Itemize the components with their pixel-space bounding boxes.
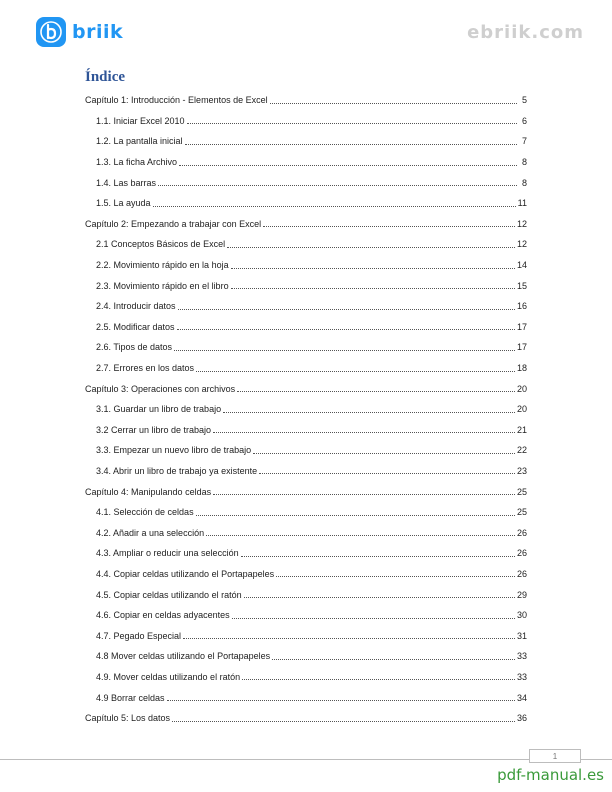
toc-entry[interactable] bbox=[85, 337, 527, 358]
toc-entry-label: 1.2. La pantalla inicial bbox=[96, 136, 183, 147]
toc-entry-label: Capítulo 3: Operaciones con archivos bbox=[85, 383, 236, 394]
toc-entry-page: 36 bbox=[516, 713, 527, 724]
page-number: 1 bbox=[529, 749, 581, 763]
toc-dot-leader bbox=[253, 453, 515, 454]
toc-entry-page: 31 bbox=[516, 630, 527, 641]
footer-divider bbox=[0, 759, 612, 760]
watermark: pdf-manual.es bbox=[497, 766, 604, 784]
toc-entry-label: 1.4. Las barras bbox=[96, 177, 157, 188]
toc-entry-label: 1.5. La ayuda bbox=[96, 198, 151, 209]
toc-dot-leader bbox=[206, 535, 515, 536]
toc-dot-leader bbox=[263, 226, 515, 227]
toc-entry[interactable] bbox=[85, 687, 527, 708]
toc-entry-label: 4.6. Copiar en celdas adyacentes bbox=[96, 610, 230, 621]
toc-dot-leader bbox=[272, 659, 515, 660]
toc-entry[interactable] bbox=[85, 275, 527, 296]
toc-entry-label: 4.2. Añadir a una selección bbox=[96, 527, 205, 538]
toc-entry-label: 2.4. Introducir datos bbox=[96, 301, 176, 312]
toc-dot-leader bbox=[232, 618, 515, 619]
toc-dot-leader bbox=[172, 721, 515, 722]
brand-logo bbox=[36, 17, 123, 47]
toc-entry-page: 22 bbox=[516, 445, 527, 456]
toc-dot-leader bbox=[276, 576, 515, 577]
toc-entry[interactable] bbox=[85, 564, 527, 585]
toc-entry[interactable] bbox=[85, 378, 527, 399]
toc-entry[interactable] bbox=[85, 234, 527, 255]
toc-dot-leader bbox=[183, 638, 515, 639]
toc-entry-page: 5 bbox=[521, 95, 527, 106]
toc-entry[interactable] bbox=[85, 90, 527, 111]
toc-dot-leader bbox=[231, 268, 515, 269]
toc-entry-label: 4.9 Borrar celdas bbox=[96, 692, 165, 703]
toc-dot-leader bbox=[227, 247, 515, 248]
toc-entry-label: 3.2 Cerrar un libro de trabajo bbox=[96, 424, 212, 435]
toc-entry[interactable] bbox=[85, 584, 527, 605]
toc-entry-page: 34 bbox=[516, 692, 527, 703]
toc-entry-label: 1.3. La ficha Archivo bbox=[96, 157, 178, 168]
toc-entry[interactable] bbox=[85, 131, 527, 152]
toc-entry-page: 25 bbox=[516, 486, 527, 497]
toc-dot-leader bbox=[177, 329, 515, 330]
toc-entry-page: 23 bbox=[516, 465, 527, 476]
toc-entry-page: 20 bbox=[516, 404, 527, 415]
toc-entry[interactable] bbox=[85, 440, 527, 461]
toc-entry-page: 30 bbox=[516, 610, 527, 621]
toc-entry-page: 25 bbox=[516, 507, 527, 518]
toc-entry[interactable] bbox=[85, 522, 527, 543]
toc-entry[interactable] bbox=[85, 667, 527, 688]
toc-entry-page: 26 bbox=[516, 548, 527, 559]
toc-entry[interactable] bbox=[85, 358, 527, 379]
toc-entry-page: 17 bbox=[516, 342, 527, 353]
toc-entry-page: 20 bbox=[516, 383, 527, 394]
toc-entry[interactable] bbox=[85, 172, 527, 193]
toc-entry[interactable] bbox=[85, 111, 527, 132]
toc-entry[interactable] bbox=[85, 152, 527, 173]
toc-entry-label: 3.3. Empezar un nuevo libro de trabajo bbox=[96, 445, 252, 456]
toc-entry-label: 4.1. Selección de celdas bbox=[96, 507, 194, 518]
table-of-contents bbox=[85, 90, 527, 728]
toc-entry-label: 2.3. Movimiento rápido en el libro bbox=[96, 280, 229, 291]
toc-dot-leader bbox=[174, 350, 515, 351]
toc-entry-page: 18 bbox=[516, 363, 527, 374]
toc-entry-page: 6 bbox=[521, 115, 527, 126]
toc-entry-page: 16 bbox=[516, 301, 527, 312]
toc-entry-label: 2.2. Movimiento rápido en la hoja bbox=[96, 260, 229, 271]
toc-dot-leader bbox=[187, 123, 517, 124]
toc-dot-leader bbox=[196, 515, 515, 516]
toc-dot-leader bbox=[242, 679, 515, 680]
toc-entry[interactable] bbox=[85, 193, 527, 214]
toc-entry-label: 1.1. Iniciar Excel 2010 bbox=[96, 115, 185, 126]
toc-dot-leader bbox=[259, 473, 515, 474]
toc-entry-page: 26 bbox=[516, 527, 527, 538]
page-title: Índice bbox=[85, 69, 126, 85]
toc-entry-label: 2.5. Modificar datos bbox=[96, 321, 175, 332]
toc-entry-page: 11 bbox=[517, 198, 527, 209]
toc-entry-label: 2.7. Errores en los datos bbox=[96, 363, 195, 374]
toc-entry-page: 8 bbox=[521, 157, 527, 168]
toc-entry[interactable] bbox=[85, 255, 527, 276]
toc-dot-leader bbox=[158, 185, 517, 186]
toc-entry-label: Capítulo 2: Empezando a trabajar con Excel bbox=[85, 218, 262, 229]
toc-entry[interactable] bbox=[85, 625, 527, 646]
toc-entry-label: 4.4. Copiar celdas utilizando el Portapapeles bbox=[96, 568, 275, 579]
toc-dot-leader bbox=[179, 165, 517, 166]
toc-entry-label: Capítulo 4: Manipulando celdas bbox=[85, 486, 212, 497]
toc-entry-label: 4.9. Mover celdas utilizando el ratón bbox=[96, 671, 241, 682]
toc-entry[interactable] bbox=[85, 420, 527, 441]
toc-entry-page: 12 bbox=[516, 239, 527, 250]
toc-entry[interactable] bbox=[85, 708, 527, 729]
logo-text: briik bbox=[72, 21, 124, 43]
toc-dot-leader bbox=[270, 103, 517, 104]
toc-entry-page: 12 bbox=[516, 218, 527, 229]
site-mark: ebriik.com bbox=[467, 22, 584, 43]
toc-entry[interactable] bbox=[85, 543, 527, 564]
toc-entry[interactable] bbox=[85, 646, 527, 667]
toc-entry-page: 29 bbox=[516, 589, 527, 600]
toc-entry-page: 7 bbox=[521, 136, 527, 147]
toc-dot-leader bbox=[178, 309, 515, 310]
toc-dot-leader bbox=[213, 494, 515, 495]
toc-dot-leader bbox=[213, 432, 515, 433]
toc-entry-page: 26 bbox=[516, 568, 527, 579]
toc-entry-label: 4.5. Copiar celdas utilizando el ratón bbox=[96, 589, 242, 600]
toc-dot-leader bbox=[185, 144, 517, 145]
toc-dot-leader bbox=[237, 391, 515, 392]
toc-dot-leader bbox=[153, 206, 516, 207]
toc-entry[interactable] bbox=[85, 481, 527, 502]
toc-entry[interactable] bbox=[85, 605, 527, 626]
toc-entry[interactable] bbox=[85, 399, 527, 420]
toc-dot-leader bbox=[223, 412, 515, 413]
b-letter-icon bbox=[36, 17, 66, 47]
toc-entry-page: 33 bbox=[516, 651, 527, 662]
toc-entry-page: 17 bbox=[516, 321, 527, 332]
toc-dot-leader bbox=[241, 556, 515, 557]
toc-entry-label: 2.6. Tipos de datos bbox=[96, 342, 173, 353]
toc-entry-label: 2.1 Conceptos Básicos de Excel bbox=[96, 239, 226, 250]
toc-entry-label: 3.4. Abrir un libro de trabajo ya existente bbox=[96, 465, 258, 476]
toc-entry[interactable] bbox=[85, 296, 527, 317]
toc-dot-leader bbox=[196, 371, 515, 372]
toc-entry-label: 4.3. Ampliar o reducir una selección bbox=[96, 548, 239, 559]
toc-dot-leader bbox=[244, 597, 515, 598]
toc-entry-page: 15 bbox=[516, 280, 527, 291]
toc-entry-label: 3.1. Guardar un libro de trabajo bbox=[96, 404, 222, 415]
toc-entry[interactable] bbox=[85, 214, 527, 235]
toc-entry-label: 4.8 Mover celdas utilizando el Portapapeles bbox=[96, 651, 271, 662]
toc-entry[interactable] bbox=[85, 461, 527, 482]
toc-entry[interactable] bbox=[85, 317, 527, 338]
toc-entry-label: 4.7. Pegado Especial bbox=[96, 630, 182, 641]
toc-dot-leader bbox=[167, 700, 515, 701]
toc-entry-page: 14 bbox=[516, 260, 527, 271]
toc-entry-label: Capítulo 1: Introducción - Elementos de Excel bbox=[85, 95, 268, 106]
toc-dot-leader bbox=[231, 288, 515, 289]
toc-entry-label: Capítulo 5: Los datos bbox=[85, 713, 171, 724]
toc-entry-page: 21 bbox=[516, 424, 527, 435]
toc-entry[interactable] bbox=[85, 502, 527, 523]
toc-entry-page: 8 bbox=[521, 177, 527, 188]
toc-entry-page: 33 bbox=[516, 671, 527, 682]
